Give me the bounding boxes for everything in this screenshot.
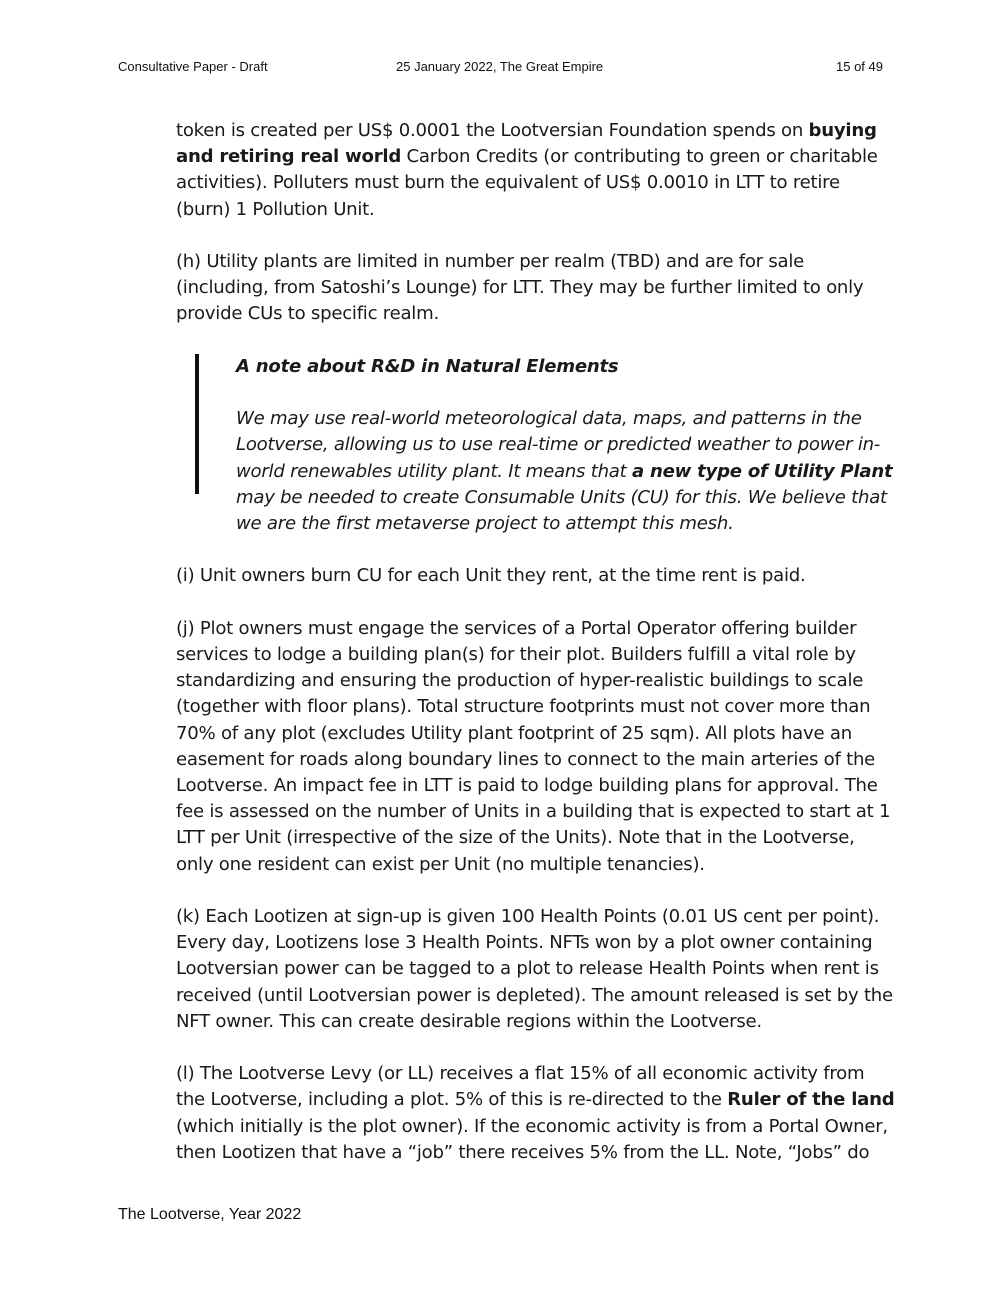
- note-body-text-2: may be needed to create Consumable Units (CU) for this. We believe that we are the first metaverse project to attempt this mesh.: [236, 486, 887, 534]
- paragraph-j: (j) Plot owners must engage the services of a Portal Operator offering builder services to lodge a building plan(s) for their plot. Builders fulfill a vital role by standardizing and ensuring the production of hyper-realistic buildings to scale (together with floor plans). Total structure footprints must not cover more than 70% of any plot (excludes Utility plant footprint of 25 sqm). All plots have an easement for roads along boundary lines to connect to the main arteries of the Lootverse. An impact fee in LTT is paid to lodge building plans for approval. The fee is assessed on the number of Units in a building that is expected to start at 1 LTT per Unit (irrespective of the size of the Units). Note that in the Lootverse, only one resident can exist per Unit (no multiple tenancies).: [176, 617, 891, 875]
- note-accent-bar: [195, 354, 199, 494]
- paragraph-g-bold: buying and retiring real world: [176, 120, 877, 168]
- header-date-location: 25 January 2022, The Great Empire: [396, 59, 604, 74]
- paragraph-i: (i) Unit owners burn CU for each Unit they rent, at the time rent is paid.: [176, 565, 806, 587]
- paragraph-l-text-1: (l) The Lootverse Levy (or LL) receives a flat 15% of all economic activity from the Lootverse, including a plot. 5% of this is re-directed to the: [176, 1063, 865, 1111]
- paragraph-g-text-2: Carbon Credits (or contributing to green or charitable activities). Polluters must burn the equivalent of US$ 0.0010 in LTT to retire (burn) 1 Pollution Unit.: [176, 146, 878, 220]
- paragraph-g-text-1: token is created per US$ 0.0001 the Lootversian Foundation spends on: [176, 120, 809, 141]
- note-callout: [176, 354, 896, 537]
- header-document-title: Consultative Paper - Draft: [118, 59, 268, 74]
- note-body-text-1: We may use real-world meteorological data, maps, and patterns in the Lootverse, allowing us to use real-time or predicted weather to power in-world renewables utility plant. It means that: [236, 408, 881, 482]
- note-title: A note about R&D in Natural Elements: [236, 355, 619, 377]
- paragraph-l: [176, 1061, 896, 1166]
- paragraph-k: (k) Each Lootizen at sign-up is given 100 Health Points (0.01 US cent per point). Every day, Lootizens lose 3 Health Points. NFTs won by a plot owner containing Lootversian power can be tagged to a plot to release Health Points when rent is received (until Lootversian power is depleted). The amount released is set by the NFT owner. This can create desirable regions within the Lootverse.: [176, 906, 893, 1032]
- document-body: [176, 118, 896, 1166]
- paragraph-l-bold: Ruler of the land: [727, 1089, 895, 1111]
- paragraph-h: (h) Utility plants are limited in number per realm (TBD) and are for sale (including, from Satoshi’s Lounge) for LTT. They may be further limited to only provide CUs to specific realm.: [176, 251, 864, 325]
- paragraph-g: [176, 118, 896, 223]
- footer-text: The Lootverse, Year 2022: [118, 1206, 302, 1223]
- paragraph-l-text-2: (which initially is the plot owner). If the economic activity is from a Portal Owner, then Lootizen that have a “job” there receives 5% from the LL. Note, “Jobs” do: [176, 1115, 888, 1163]
- note-body-bold: a new type of Utility Plant: [631, 460, 893, 482]
- header-page-number: 15 of 49: [836, 59, 883, 74]
- note-body: [236, 406, 896, 537]
